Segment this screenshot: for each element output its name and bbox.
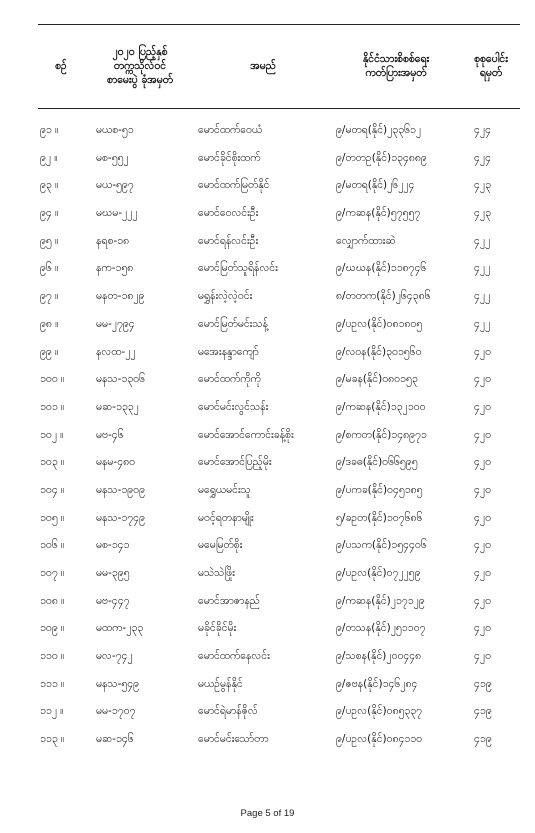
- row-name: မောင်ဝေလင်းဦး: [198, 207, 259, 220]
- row-total-marks: ၄၁၉: [474, 705, 492, 718]
- row-total-marks: ၄၂၂: [474, 317, 491, 330]
- row-total-marks: ၄၂၃: [474, 207, 491, 220]
- table-row: [0, 367, 535, 395]
- row-nrc-no: ၉/ပဥလ(နိုင်)၀၈၁၈၀၅: [336, 317, 423, 330]
- row-exam-seat-no: နက-၁၅၈: [96, 262, 134, 275]
- row-serial-no: ၁၀၆ ။: [40, 539, 65, 552]
- row-nrc-no: ၉/လဝန(နိုင်)၃၀၁၅၆၀: [336, 345, 422, 358]
- row-serial-no: ၁၀၅ ။: [40, 511, 65, 524]
- row-exam-seat-no: မစ-၅၅၂: [96, 151, 129, 164]
- row-exam-seat-no: မဆ-၁၄၆: [96, 733, 134, 746]
- row-nrc-no: ၉/ဇဗန(နိုင်)၁၄၆၂၈၄: [336, 677, 418, 690]
- row-exam-seat-no: မနသ-၁၇၄၉: [96, 511, 145, 524]
- page-number: Page 5 of 19: [240, 808, 295, 819]
- row-exam-seat-no: နလထ-၂၂: [96, 345, 136, 358]
- row-nrc-no: ၉/စကတ(နိုင်)၁၄၈၉၇၁: [336, 428, 427, 441]
- table-row: [0, 644, 535, 672]
- row-serial-no: ၉၂ ။: [40, 151, 58, 164]
- row-total-marks: ၄၂၀: [474, 567, 491, 579]
- table-row: [0, 395, 535, 423]
- row-exam-seat-no: မယ-၅၉၇: [96, 179, 134, 192]
- row-exam-seat-no: မမ-၃၉၅: [96, 567, 130, 579]
- row-exam-seat-no: မမ-၁၇၀၇: [96, 705, 136, 718]
- row-total-marks: ၄၂၀: [474, 622, 491, 635]
- table-row: [0, 506, 535, 534]
- row-nrc-no: ၉/သစန(နိုင်)၂၀၀၄၄၈: [336, 650, 422, 663]
- row-nrc-no: ၉/တသန(နိုင်)၂၅၁၁၀၇: [336, 622, 426, 635]
- table-row: [0, 312, 535, 340]
- table-row: [0, 450, 535, 478]
- table-row: [0, 340, 535, 368]
- row-exam-seat-no: မနသ-၁၉၀၉: [96, 483, 145, 496]
- table-row: [0, 727, 535, 755]
- row-name: မောင်မြတ်မင်းသန့်: [198, 317, 268, 330]
- header-name: အမည်: [250, 60, 276, 72]
- row-name: မောင်ထက်ကိုကို: [198, 373, 261, 386]
- row-total-marks: ၄၂၃: [474, 179, 491, 192]
- table-row: [0, 699, 535, 727]
- row-serial-no: ၁၁၂ ။: [40, 705, 64, 718]
- table-row: [0, 256, 535, 284]
- row-serial-no: ၁၀၈ ။: [40, 594, 65, 607]
- row-total-marks: ၄၂၀: [474, 400, 491, 413]
- row-name: မမေမြတ်စိုး: [198, 539, 243, 552]
- row-serial-no: ၉၄ ။: [40, 207, 59, 220]
- row-serial-no: ၁၁၀ ။: [40, 650, 65, 663]
- row-serial-no: ၁၀၄ ။: [40, 483, 65, 496]
- row-serial-no: ၁၀၁ ။: [40, 400, 65, 413]
- row-exam-seat-no: မဗ-၄၄၇: [96, 594, 130, 607]
- row-name: မောင်ရဲမာန်ဇိုလ်: [198, 705, 258, 718]
- row-serial-no: ၉၈ ။: [40, 317, 59, 330]
- row-serial-no: ၉၉ ။: [40, 345, 59, 358]
- row-total-marks: ၄၂၀: [474, 373, 491, 386]
- row-serial-no: ၁၁၃ ။: [40, 733, 65, 746]
- row-total-marks: ၄၁၉: [474, 733, 492, 746]
- table-row: [0, 533, 535, 561]
- table-row: [0, 478, 535, 506]
- row-total-marks: ၄၂၀: [474, 483, 491, 496]
- row-nrc-no: ၉/ကဆန(နိုင်)၅၇၅၅၇: [336, 207, 421, 220]
- row-exam-seat-no: မထက-၂၃၃: [96, 622, 144, 635]
- row-exam-seat-no: မမ-၂၇၉၄: [96, 317, 135, 330]
- row-total-marks: ၄၂၀: [474, 428, 491, 441]
- row-serial-no: ၁၀၉ ။: [40, 622, 65, 635]
- row-name: မောင်ထက်နေလင်း: [198, 650, 270, 663]
- row-name: မောင်မြတ်သူရိန်လင်း: [198, 262, 278, 275]
- row-nrc-no: ၉/မတရ(နိုင်)၂၆၂၂၄: [336, 179, 415, 192]
- row-name: မောင်အာဇာနည်: [198, 594, 260, 607]
- row-nrc-no: ၉/တတဥ(နိုင်)၁၃၄၈၈၉: [336, 151, 427, 164]
- row-name: မောင်အောင်ပြည့်မိုး: [198, 456, 272, 469]
- row-total-marks: ၄၂၂: [474, 262, 491, 275]
- row-nrc-no: ၉/မခန(နိုင်)၀၈၀၁၅၃: [336, 373, 418, 386]
- row-name: မောင်မင်းလွင်သန်း: [198, 400, 269, 413]
- table-row: [0, 201, 535, 229]
- row-exam-seat-no: မဗ-၄၆: [96, 428, 124, 441]
- row-name: မောင်အောင်ကောင်းခန့်စိုး: [198, 428, 294, 441]
- row-nrc-no: ၉/ဃဃန(နိုင်)၁၁၈၇၄၆: [336, 262, 427, 275]
- row-serial-no: ၉၇ ။: [40, 290, 59, 303]
- row-nrc-no: ၉/ဒခဓ(နိုင်)၀၆၆၅၉၅: [336, 456, 418, 469]
- row-total-marks: ၄၂၄: [474, 151, 491, 164]
- row-name: မယဉ်မွန်နိုင်: [198, 677, 243, 690]
- row-serial-no: ၁၀၂ ။: [40, 428, 64, 441]
- row-name: မောင်မင်းသော်တာ: [198, 733, 269, 746]
- row-name: မရွှန်းလဲ့လဲ့ဝင်း: [198, 290, 253, 303]
- row-name: မသဲသဲဖြိုး: [198, 567, 235, 579]
- row-exam-seat-no: မဃမ-၂၂၂: [96, 207, 138, 220]
- row-nrc-no: ၈/တတက(နိုင်)၂၆၄၃၈၆: [336, 290, 431, 303]
- row-total-marks: ၄၂၂: [474, 234, 491, 247]
- table-row: [0, 616, 535, 644]
- row-serial-no: ၁၀၃ ။: [40, 456, 65, 469]
- header-nrc-no: နိုင်ငံသားစိစစ်ရေး ကတ်ပြားအမှတ်: [362, 53, 430, 79]
- table-row: [0, 229, 535, 257]
- row-total-marks: ၄၂၀: [474, 345, 491, 358]
- row-serial-no: ၉၁ ။: [40, 124, 59, 136]
- row-name: မောင်ထက်ဝေယံ: [198, 124, 263, 136]
- results-table-body: [0, 118, 535, 755]
- row-name: မောင်ခိုင်စိုးထက်: [198, 151, 261, 164]
- row-total-marks: ၄၂၀: [474, 594, 491, 607]
- row-exam-seat-no: မယစ-၅၁: [96, 124, 134, 136]
- header-serial-no: စဉ်: [55, 60, 67, 72]
- row-exam-seat-no: မနမ-၄၈၀: [96, 456, 136, 469]
- row-nrc-no: ၉/ပဥလ(နိုင်)၀၇၂၂၅၉: [336, 567, 421, 579]
- row-serial-no: ၉၅ ။: [40, 234, 59, 247]
- row-nrc-no: ၉/ကဆန(နိုင်)၁၃၂၁၀၀: [336, 400, 426, 413]
- row-name: မရွှေယမင်းသူ: [198, 483, 251, 496]
- row-nrc-no: ၉/ပသက(နိုင်)၁၅၄၄၀၆: [336, 539, 427, 552]
- row-total-marks: ၄၂၀: [474, 456, 491, 469]
- row-total-marks: ၄၂၀: [474, 539, 491, 552]
- row-nrc-no: ၉/ကဆန(နိုင်)၂၁၇၁၂၉: [336, 594, 425, 607]
- row-name: မောင်ရန်လင်းဦး: [198, 234, 259, 247]
- table-top-rule: [38, 24, 520, 25]
- table-row: [0, 423, 535, 451]
- table-row: [0, 284, 535, 312]
- row-nrc-no: ၉/ပဥလ(နိုင်)၀၈၄၁၁၀: [336, 733, 423, 746]
- row-serial-no: ၁၀၀ ။: [40, 373, 65, 386]
- row-total-marks: ၄၁၉: [474, 677, 492, 690]
- row-total-marks: ၄၂၀: [474, 511, 491, 524]
- row-exam-seat-no: မဆ-၁၃၃၂: [96, 400, 139, 413]
- row-exam-seat-no: နရစ-၁၈: [96, 234, 130, 247]
- row-exam-seat-no: မလ-၇၄၂: [96, 650, 133, 663]
- table-header-rule: [38, 108, 520, 109]
- table-row: [0, 672, 535, 700]
- row-serial-no: ၁၁၁ ။: [40, 677, 65, 690]
- table-row: [0, 173, 535, 201]
- row-total-marks: ၄၂၀: [474, 650, 491, 663]
- row-serial-no: ၉၆ ။: [40, 262, 59, 275]
- row-nrc-no: ၉/ပကခ(နိုင်)၀၄၅၁၈၅: [336, 483, 423, 496]
- row-name: မခိုင်ခိုင်မိုး: [198, 622, 237, 635]
- row-name: မဝင့်ရတနာမျိုး: [198, 511, 254, 524]
- row-name: မောင်ထက်မြတ်နိုင်: [198, 179, 270, 192]
- row-exam-seat-no: မနသ-၅၄၉: [96, 677, 140, 690]
- row-nrc-no: ၅/ခဥတ(နိုင်)၁၀၇၆၈၆: [336, 511, 423, 524]
- table-row: [0, 118, 535, 146]
- row-total-marks: ၄၂၄: [474, 124, 491, 136]
- table-row: [0, 561, 535, 589]
- row-nrc-no: ၉/မတရ(နိုင်)၂၃၃၆၁၂: [336, 124, 422, 136]
- row-nrc-no: ၉/ပဥလ(နိုင်)၀၈၅၃၃၇: [336, 705, 423, 718]
- row-exam-seat-no: မနတ-၁၈၂၉: [96, 290, 145, 303]
- row-name: မအေးနန္ဒာကျော်: [198, 345, 259, 358]
- header-exam-seat-no: ၂၀၂၀ ပြည့်နှစ် တက္ကသိုလ်ဝင် စာမေးပွဲ ခုံအမှတ်: [107, 46, 173, 86]
- row-serial-no: ၁၀၇ ။: [40, 567, 65, 579]
- row-total-marks: ၄၂၂: [474, 290, 491, 303]
- header-total-marks: စုစုပေါင်း ရမှတ်: [474, 53, 508, 79]
- row-nrc-no: လျှောက်ထားဆဲ: [336, 234, 396, 247]
- row-exam-seat-no: မနသ-၁၃၀၆: [96, 373, 145, 386]
- table-row: [0, 146, 535, 174]
- row-serial-no: ၉၃ ။: [40, 179, 59, 192]
- table-row: [0, 589, 535, 617]
- row-exam-seat-no: မစ-၁၄၁: [96, 539, 130, 552]
